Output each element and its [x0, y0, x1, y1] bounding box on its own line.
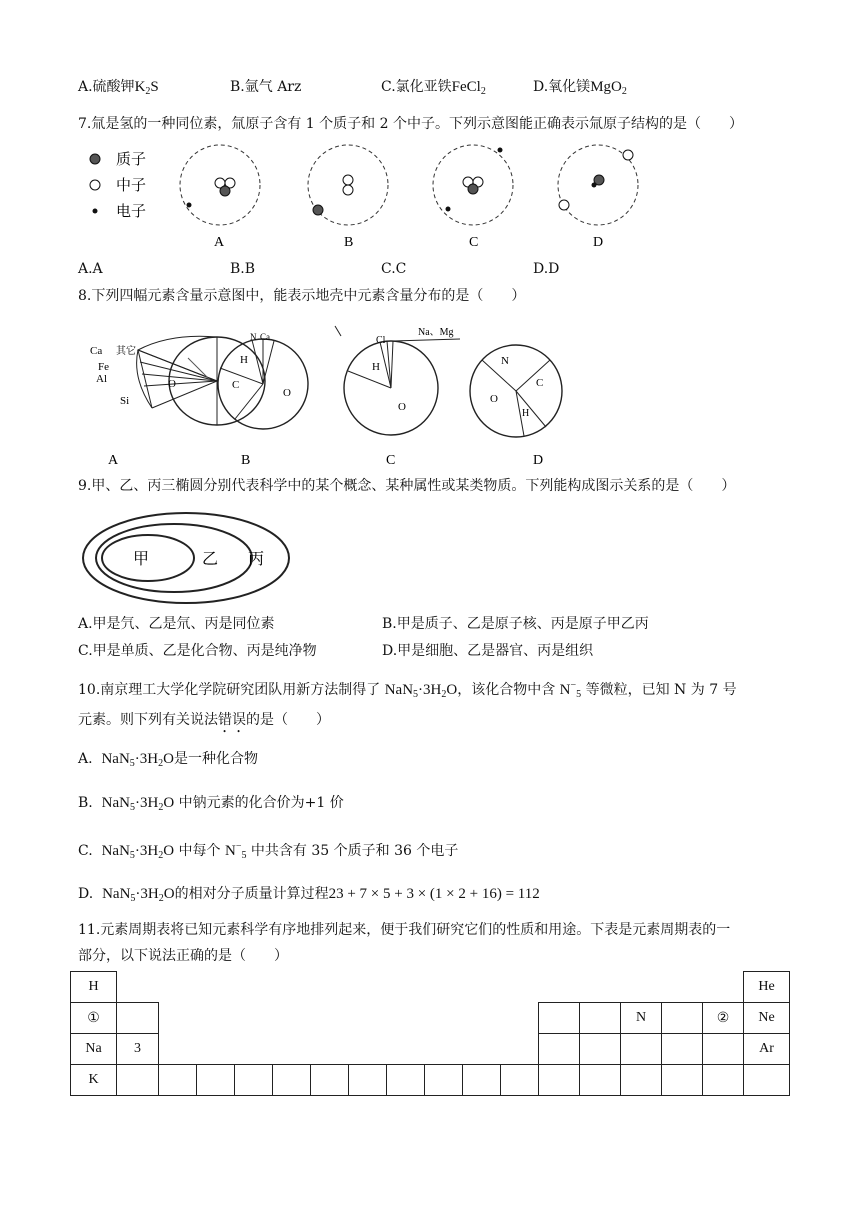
pie-b-label-n: N	[250, 332, 257, 342]
atom-diagram-d	[558, 145, 638, 225]
pie-a-label-other: 其它	[116, 346, 136, 357]
q7-stem: 7.氚是氢的一种同位素，氚原子含有 1 个质子和 2 个中子。下列示意图能正确表示氚原子结构的是（ ）	[78, 116, 743, 132]
pie-d-label-n: N	[501, 355, 509, 367]
electron-legend-icon	[93, 209, 98, 214]
pie-a-label-fe: Fe	[98, 361, 109, 373]
q7-legend	[90, 151, 146, 220]
q9-option-b: B.甲是质子、乙是原子核、丙是原子甲乙丙	[382, 616, 649, 632]
pie-label-c: C	[386, 453, 396, 468]
pie-b-label-h: H	[240, 354, 248, 366]
q9-ellipse-diagram	[78, 508, 298, 613]
pie-c-label-cl: Cl	[376, 335, 386, 346]
table-row	[71, 1003, 790, 1034]
q6-option-c: C.氯化亚铁FeCl$_2$	[381, 79, 486, 97]
cell-1: ①	[71, 1003, 117, 1034]
pie-label-a: A	[108, 453, 119, 468]
neutron-legend-icon	[90, 180, 100, 190]
pie-c-label-o: O	[398, 401, 406, 413]
q10-option-b: B. $NaN_5\cdot 3H_2O$ 中钠元素的化合价为+1 价	[78, 795, 344, 813]
cell-ar: Ar	[744, 1034, 790, 1065]
q11-stem-line1: 11.元素周期表将已知元素科学有序地排列起来，便于我们研究它们的性质和用途。下表是元素周期表的一	[78, 922, 731, 938]
table-row	[71, 1065, 790, 1096]
diagram-label-c: C	[469, 235, 479, 250]
cell-n: N	[621, 1003, 662, 1034]
q9-stem: 9.甲、乙、丙三椭圆分别代表科学中的某个概念、某种属性或某类物质。下列能构成图示关系的是（ ）	[78, 478, 736, 494]
pie-d-label-c: C	[536, 377, 544, 389]
q7-option-a: A.A	[78, 261, 103, 277]
pie-c-label-h: H	[372, 361, 380, 373]
q6-option-a: A.硫酸钾$K_2S$	[78, 79, 159, 97]
atom-diagram-a	[180, 145, 260, 225]
legend-electron-label: 电子	[116, 204, 147, 220]
cell-ne: Ne	[744, 1003, 790, 1034]
pie-a-label-si: Si	[120, 395, 130, 407]
q6-option-d: D.氧化镁MgO$_2$	[533, 79, 627, 97]
pie-b-label-o: O	[283, 387, 291, 399]
q7-option-b: B.B	[230, 261, 256, 277]
pie-a-label-o: O	[168, 378, 176, 390]
q6-option-b: B.氩气 Arz	[230, 79, 302, 95]
q10-option-a: A. $NaN_5\cdot 3H_2O$是一种化合物	[78, 751, 258, 769]
emphasis-error-word: 错误	[218, 712, 246, 728]
q8-pie-diagrams	[80, 318, 600, 470]
atom-diagram-b	[308, 145, 388, 225]
cell-he: He	[744, 972, 790, 1003]
cell-3: 3	[117, 1034, 159, 1065]
table-row	[71, 1034, 790, 1065]
q9-option-d: D.甲是细胞、乙是器官、丙是组织	[382, 643, 594, 659]
cell-na: Na	[71, 1034, 117, 1065]
diagram-label-b: B	[344, 235, 354, 250]
cell-k: K	[71, 1065, 117, 1096]
pie-b	[218, 332, 308, 429]
q8-stem: 8.下列四幅元素含量示意图中，能表示地壳中元素含量分布的是（ ）	[78, 288, 526, 304]
diagram-label-a: A	[214, 235, 225, 250]
q9-option-a: A.甲是氕、乙是氘、丙是同位素	[78, 616, 275, 632]
pie-label-b: B	[241, 453, 251, 468]
pie-a-label-al: Al	[96, 373, 107, 385]
q10-stem-line1: 10.南京理工大学化学院研究团队用新方法制得了 $NaN_5\cdot 3H_2O$，该化合物中含 $N^-_5$ 等微粒，已知 N 为 7 号	[78, 680, 737, 700]
pie-b-label-ca: Ca	[260, 332, 270, 342]
ellipse-label-jia: 甲	[133, 551, 150, 568]
ellipse-label-bing: 丙	[248, 551, 265, 568]
proton-legend-icon	[90, 154, 100, 164]
q10-option-d: D. $NaN_5\cdot 3H_2O$的相对分子质量计算过程23 + 7 × 5 + 3 × (1 × 2 + 16) = 112	[78, 886, 540, 904]
table-row	[71, 972, 790, 1003]
q7-atom-diagrams	[80, 140, 680, 255]
q7-option-d: D.D	[533, 261, 560, 277]
legend-proton-label: 质子	[116, 152, 147, 168]
pie-c	[344, 327, 460, 435]
q10-option-c: C. $NaN_5\cdot 3H_2O$ 中每个 $N^-_5$ 中共含有 35 个质子和 36 个电子	[78, 841, 459, 861]
cell-2: ②	[703, 1003, 744, 1034]
periodic-table-fragment	[70, 971, 790, 1096]
q11-stem-line2: 部分，以下说法正确的是（ ）	[78, 948, 288, 964]
q10-stem-line2: 元素。则下列有关说法错误的是（ ）	[78, 712, 330, 728]
ellipse-label-yi: 乙	[202, 551, 219, 568]
pie-a-label-ca: Ca	[90, 345, 103, 357]
pie-b-label-c: C	[232, 379, 240, 391]
legend-neutron-label: 中子	[116, 178, 147, 194]
cell-h: H	[71, 972, 117, 1003]
q7-option-c: C.C	[381, 261, 407, 277]
pie-d	[470, 345, 562, 437]
q10-calc-expression: 23 + 7 × 5 + 3 × (1 × 2 + 16) = 112	[328, 886, 540, 902]
pie-d-label-h: H	[522, 408, 530, 419]
ellipse-middle	[96, 524, 252, 592]
diagram-label-d: D	[593, 235, 604, 250]
pie-c-label-na-mg: Na、Mg	[418, 327, 454, 338]
pie-label-d: D	[533, 453, 544, 468]
pie-d-label-o: O	[490, 393, 498, 405]
q9-option-c: C.甲是单质、乙是化合物、丙是纯净物	[78, 643, 317, 659]
atom-diagram-c	[433, 145, 513, 225]
